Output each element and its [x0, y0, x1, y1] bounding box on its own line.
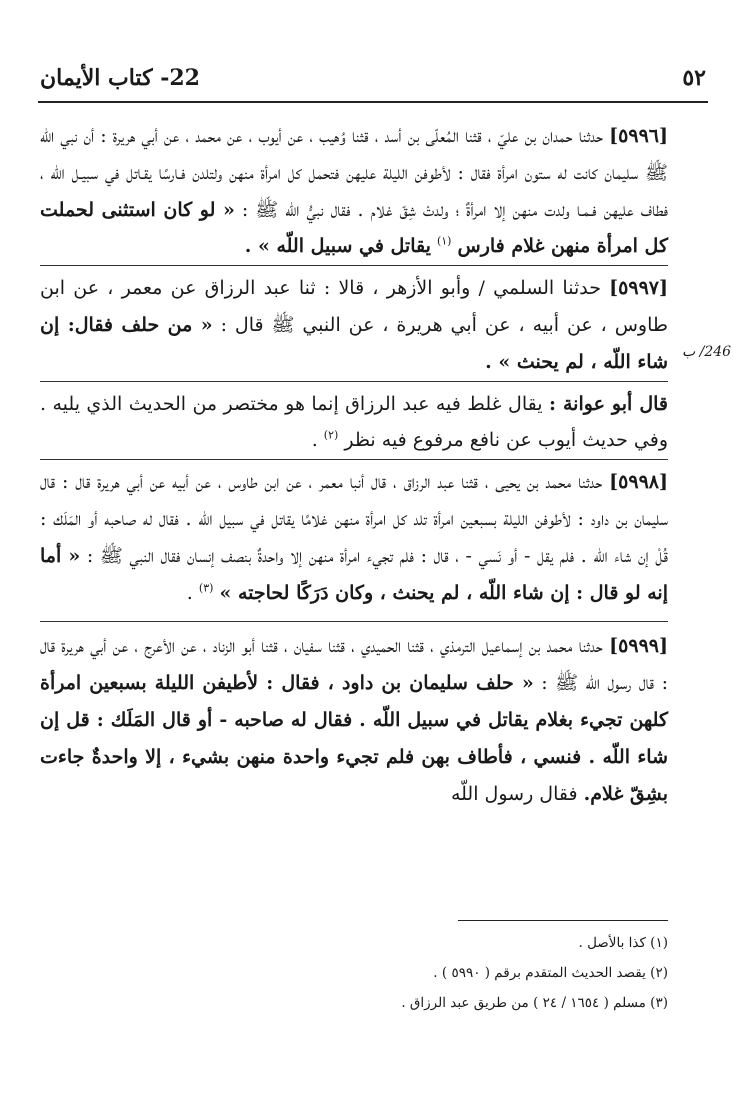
hadith-quote: « أما إنه لو قال : إن شاء اللّه ، لم يحنث ، وكان دَرَكًا لحاجته » [40, 544, 668, 604]
hadith-text: حدثنا السلمي / وأبو الأزهر ، قالا : ثنا عبد الرزاق عن معمر ، عن ابن طاوس ، عن أبيه ، عن أبي هريرة ، عن النبي ﷺ قال : [40, 277, 668, 336]
commentary-label: قال أبو عوانة : [548, 392, 668, 415]
hadith-text: حدثنا محمد بن يحيى ، قثنا عبد الرزاق ، قال أنبا معمر ، عن ابن طاوس ، عن أبيه عن أبي هريرة قال : قال سليمان بن داود : لأطوفن الليلة بسبعين امرأة تلد كل امرأة منهن غلامًا يقاتل في سبيل اللّه . فقال له صاحبه أو المَلَك : قُلْ إن شاء اللّه . فلم يقل - أو نَسي - ، قال : فلم تجيء امرأة منهن إلا واحدةٌ بنصف إنسان فقال النبي ﷺ : [40, 471, 668, 567]
page-header [40, 60, 706, 96]
hadith-end: . [186, 581, 193, 604]
footnote-2: (٢) يقصد الحديث المتقدم برقم ( ٥٩٩٠ ) . [433, 965, 668, 981]
hadith-text: حدثنا محمد بن إسماعيل الترمذي ، قثنا الحميدي ، قثنا سفيان ، قثنا أبو الزناد ، عن الأعرج ، عن أبي هريرة قال : قال رسول اللّه ﷺ : [40, 635, 668, 695]
footnote-1: (١) كذا بالأصل . [578, 935, 668, 951]
hadith-5997 [40, 265, 668, 380]
hadith-text: حدثنا حمدان بن عليّ ، قثنا المُعلّى بن أسد ، قثنا وُهيب ، عن أيوب ، عن محمد ، عن أبي هريرة : أن نبي اللّه ﷺ سليمان كانت له ستون امرأة فقال : لأطوفن الليلة عليهن فتحمل كل امرأة منهن ولتلدن فـارسًا يقـاتل في سبيـل اللّه ، فطاف عليهن فـمـا ولدت منهن إلا امرأةٌ ؛ ولدتْ شِقّ غلام . فقال نبيُّ اللّه ﷺ : [40, 125, 668, 221]
hadith-5999 [40, 621, 668, 812]
margin-folio-note: 246/ ب [682, 344, 732, 360]
header-divider [38, 101, 708, 103]
commentary-end: . [311, 429, 318, 452]
hadith-quote: « من حلف فقال: إن شاء اللّه ، لم يحنث » . [40, 313, 668, 373]
hadith-number: [٥٩٩٨] [609, 471, 668, 494]
footnote-3: (٣) مسلم ( ١٦٥٤ / ٢٤ ) من طريق عبد الرزاق . [401, 995, 668, 1011]
hadith-quote: « لو كان استثنى لحملت كل امرأة منهن غلام فارس [40, 198, 668, 258]
hadith-number: [٥٩٩٩] [609, 635, 668, 658]
hadith-number: [٥٩٩٧] [609, 277, 668, 300]
page-number: ٥٢ [682, 65, 706, 91]
chapter-title: 22- كتاب الأيمان [40, 65, 200, 91]
footnote-ref: (٣) [198, 581, 214, 595]
footnote-divider [458, 920, 668, 921]
hadith-continuation: فقال رسول اللّه [450, 782, 578, 805]
hadith-number: [٥٩٩٦] [609, 125, 668, 147]
hadith-quote: « حلف سليمان بن داود ، فقال : لأطيفن الليلة بسبعين امرأة كلهن تجيء بغلام يقاتل في سبيل اللّه . فقال له صاحبه - أو قال المَلَك : قل إن شاء اللّه . فنسي ، فأطاف بهن فلم تجيء واحدة منهن بشيء ، إلا واحدةٌ جاءت بشِقّ غلام. [40, 672, 668, 805]
footnotes [40, 928, 668, 1018]
footnote-ref: (٢) [323, 429, 339, 443]
hadith-5996 [40, 118, 668, 265]
commentary-text: يقال غلط فيه عبد الرزاق إنما هو مختصر من الحديث الذي يليه . وفي حديث أيوب عن نافع مرفوع فيه نظر [40, 392, 668, 452]
footnote-ref: (١) [436, 235, 452, 249]
commentary-abu-awana [40, 381, 668, 460]
main-text [40, 118, 668, 812]
hadith-5998 [40, 459, 668, 611]
hadith-quote-end: يقاتل في سبيل اللّه » . [244, 235, 431, 258]
